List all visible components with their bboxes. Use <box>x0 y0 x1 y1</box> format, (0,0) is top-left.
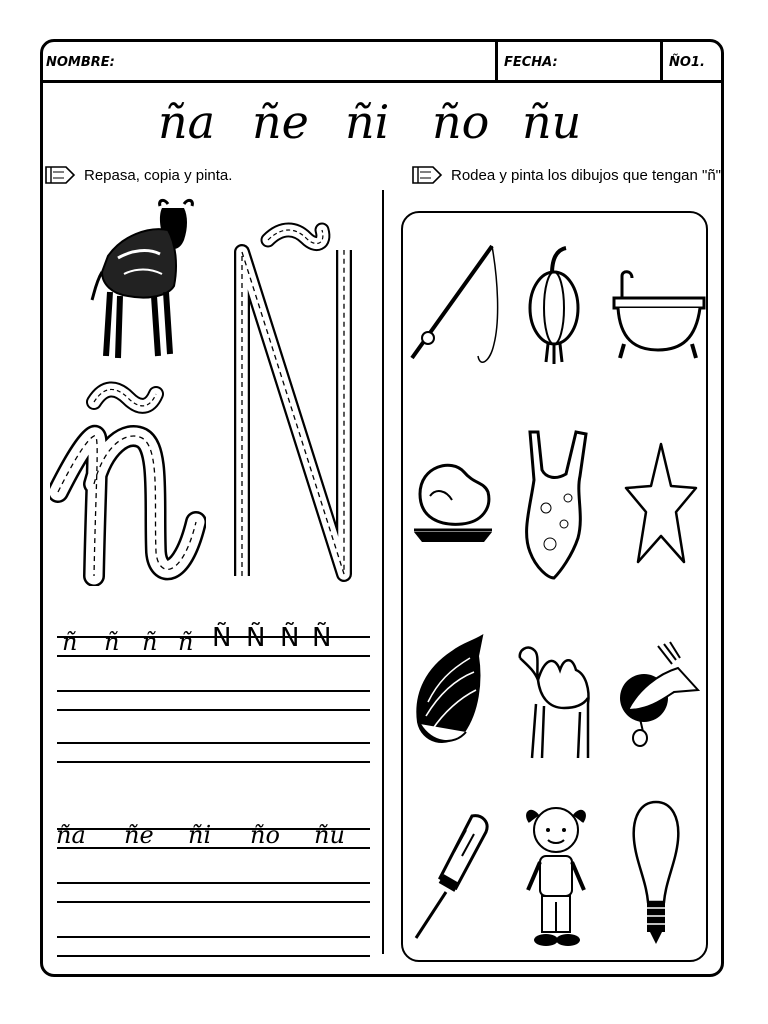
header-row <box>40 39 724 83</box>
fishing-rod-icon[interactable] <box>406 240 500 370</box>
trace-syllable: ña <box>56 821 86 849</box>
trace-upper-n: Ñ <box>312 623 332 653</box>
left-instruction-text: Repasa, copia y pinta. <box>84 166 233 184</box>
writing-line <box>57 955 370 957</box>
chestnut-icon[interactable] <box>412 632 486 750</box>
left-instruction <box>44 158 232 192</box>
column-divider <box>382 190 384 954</box>
trace-lower-n: ñ <box>142 628 158 656</box>
trace-syllable: ñi <box>188 821 212 849</box>
camel-icon[interactable] <box>514 640 596 764</box>
trace-upper-n: Ñ <box>212 623 232 653</box>
writing-line <box>57 761 370 763</box>
sheet-number <box>663 39 721 80</box>
right-instruction <box>411 158 725 192</box>
right-instruction-text: Rodea y pinta los dibujos que tengan "ñ". <box>451 166 726 184</box>
writing-line <box>57 709 370 711</box>
syllable-nu: ñu <box>522 95 582 149</box>
big-lower-letter: ñ <box>127 452 129 453</box>
light-bulb-icon[interactable] <box>630 798 682 948</box>
screwdriver-icon[interactable] <box>410 812 492 944</box>
writing-line <box>57 882 370 884</box>
trace-upper-n: Ñ <box>246 623 266 653</box>
trace-syllable: ñe <box>124 821 154 849</box>
syllable-no: ño <box>432 95 490 149</box>
gnu-icon <box>88 196 200 362</box>
child-icon[interactable] <box>520 802 592 950</box>
name-label: NOMBRE: <box>46 55 115 70</box>
bathtub-icon[interactable] <box>610 266 708 362</box>
trace-upper-n: Ñ <box>280 623 300 653</box>
traceable-uppercase-n-tilde[interactable] <box>228 218 358 584</box>
writing-line <box>57 742 370 744</box>
trace-lower-n: ñ <box>104 628 120 656</box>
trace-syllable: ño <box>250 821 280 849</box>
writing-line <box>57 690 370 692</box>
writing-line <box>57 901 370 903</box>
star-icon[interactable] <box>624 440 698 566</box>
date-label: FECHA: <box>504 55 558 70</box>
traceable-lowercase-n-tilde[interactable] <box>50 372 206 586</box>
trace-syllable: ñu <box>314 821 345 849</box>
sheet-number-label: ÑO1. <box>669 55 705 70</box>
syllable-title <box>0 92 768 152</box>
writing-line <box>57 936 370 938</box>
pumpkin-icon[interactable] <box>526 246 582 368</box>
big-upper-letter: Ñ <box>228 218 229 219</box>
pencil-icon <box>411 164 443 186</box>
trace-lower-n: ñ <box>62 628 78 656</box>
trace-lower-n: ñ <box>178 628 194 656</box>
name-field[interactable] <box>40 39 495 80</box>
date-field[interactable] <box>498 39 660 80</box>
stork-icon[interactable] <box>618 640 700 750</box>
swimsuit-icon[interactable] <box>520 428 590 582</box>
pencil-icon <box>44 164 76 186</box>
syllable-ne: ñe <box>252 95 309 149</box>
syllable-ni: ñi <box>345 95 390 149</box>
syllable-na: ña <box>158 95 216 149</box>
roast-chicken-icon[interactable] <box>412 452 494 546</box>
